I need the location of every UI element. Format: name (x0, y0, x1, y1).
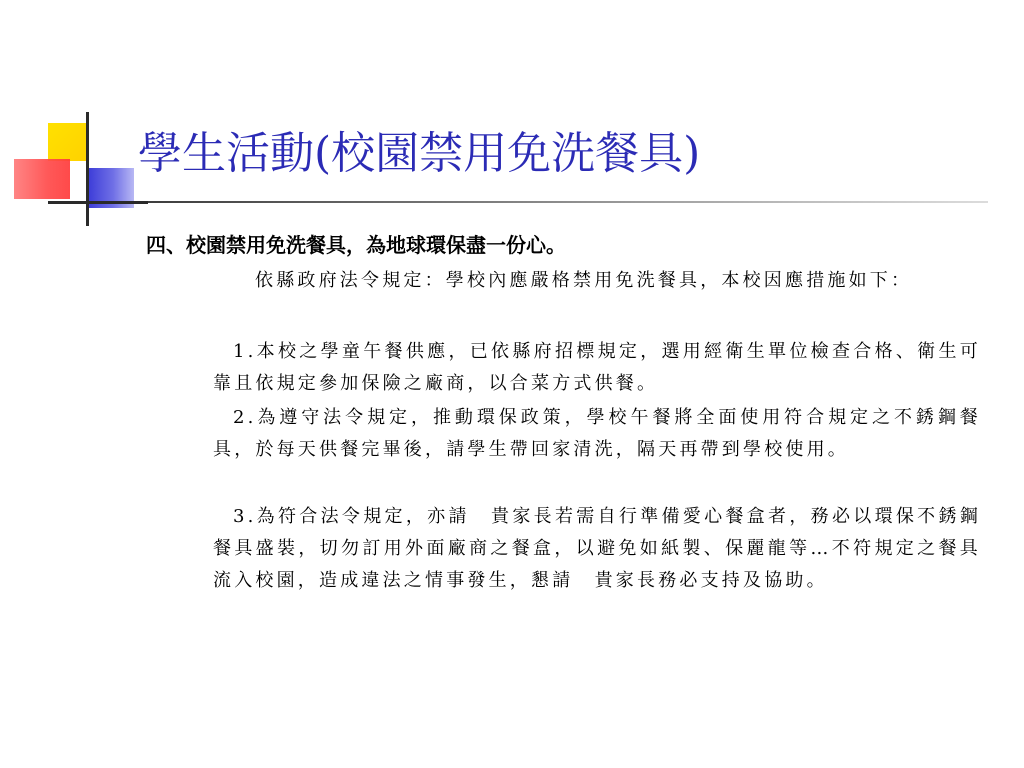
decor-yellow-square (48, 123, 86, 161)
decor-red-square (14, 159, 70, 199)
slide-title: 學生活動(校園禁用免洗餐具) (138, 128, 701, 179)
title-underline (48, 201, 988, 203)
decor-vertical-line (86, 112, 89, 226)
intro-paragraph: 依縣政府法令規定：學校內應嚴格禁用免洗餐具，本校因應措施如下： (255, 270, 913, 291)
title-underline-accent (48, 201, 148, 204)
section-heading: 四、校園禁用免洗餐具，為地球環保盡一份心。 (146, 233, 566, 257)
list-item-1: 1.本校之學童午餐供應，已依縣府招標規定，選用經衛生單位檢查合格、衛生可靠且依規定參加保險之廠商，以合菜方式供餐。 (213, 341, 981, 394)
list-item-2: 2.為遵守法令規定，推動環保政策，學校午餐將全面使用符合規定之不銹鋼餐具，於每天供餐完畢後，請學生帶回家清洗，隔天再帶到學校使用。 (213, 407, 981, 460)
list-item-3: 3.為符合法令規定，亦請 貴家長若需自行準備愛心餐盒者，務必以環保不銹鋼餐具盛裝，切勿訂用外面廠商之餐盒，以避免如紙製、保麗龍等…不符規定之餐具流入校園，造成違法之情事發生，懇請 貴家長務必支持及協助。 (213, 506, 981, 591)
